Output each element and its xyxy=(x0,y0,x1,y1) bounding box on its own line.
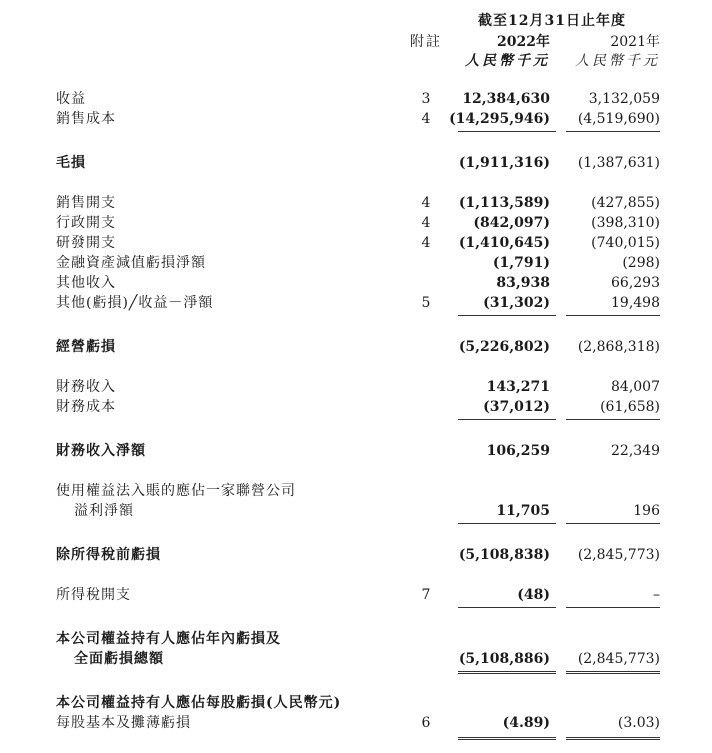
value-2021: 84,007 xyxy=(611,379,660,395)
row-label: 本公司權益持有人應佔年內虧損及 xyxy=(56,631,281,647)
value-2021: 66,293 xyxy=(611,275,660,291)
value-2022: (1,113,589) xyxy=(458,195,550,211)
row-label: 財務成本 xyxy=(56,399,116,415)
value-2022: (48) xyxy=(517,587,550,603)
row-loss-per-share-heading xyxy=(0,693,712,713)
value-2022: (4.89) xyxy=(502,715,550,731)
row-cost-of-sales xyxy=(0,109,712,129)
subtotal-rule xyxy=(458,523,556,524)
value-2022: 83,938 xyxy=(496,275,550,291)
total-double-rule xyxy=(458,671,556,674)
row-net-finance-income xyxy=(0,441,712,461)
row-label: 銷售開支 xyxy=(56,195,116,211)
value-2021: (1,387,631) xyxy=(577,155,660,171)
row-note: 4 xyxy=(421,215,431,231)
row-finance-costs xyxy=(0,397,712,417)
value-2022: (37,012) xyxy=(483,399,550,415)
row-label: 除所得稅前虧損 xyxy=(56,547,161,563)
value-2021: (61,658) xyxy=(600,399,660,415)
row-rd-expenses xyxy=(0,233,712,253)
row-label: 本公司權益持有人應佔每股虧損(人民幣元) xyxy=(56,695,342,711)
row-basic-diluted-loss-per-share xyxy=(0,713,712,733)
row-label: 其他(虧損)╱收益－淨額 xyxy=(56,295,214,311)
row-selling-expenses xyxy=(0,193,712,213)
row-label: 金融資產減值虧損淨額 xyxy=(56,255,206,271)
value-2021: 3,132,059 xyxy=(588,91,660,107)
row-note: 5 xyxy=(421,295,431,311)
subtotal-rule xyxy=(566,131,660,132)
value-2021: (298) xyxy=(622,255,660,271)
value-2022: 143,271 xyxy=(486,379,550,395)
total-double-rule xyxy=(566,671,660,674)
total-double-rule xyxy=(566,737,660,740)
subtotal-rule xyxy=(458,131,556,132)
value-2022: (1,791) xyxy=(492,255,550,271)
subtotal-rule xyxy=(458,607,556,608)
value-2022: 12,384,630 xyxy=(462,91,550,107)
row-label: 每股基本及攤薄虧損 xyxy=(56,715,191,731)
row-label: 使用權益法入賬的應佔一家聯營公司 xyxy=(56,483,296,499)
row-share-of-associate xyxy=(0,481,712,501)
row-share-of-associate-cont xyxy=(0,501,712,521)
subtotal-rule xyxy=(566,607,660,608)
value-2021: – xyxy=(653,587,660,603)
subtotal-rule xyxy=(566,315,660,316)
row-revenue xyxy=(0,89,712,109)
value-2021: (2,868,318) xyxy=(577,339,660,355)
value-2022: (14,295,946) xyxy=(449,111,550,127)
row-total-comprehensive-loss-cont xyxy=(0,649,712,669)
row-other-income xyxy=(0,273,712,293)
unit-prior-header: 人民幣千元 xyxy=(575,53,660,69)
value-2021: (4,519,690) xyxy=(577,111,660,127)
row-income-tax xyxy=(0,585,712,605)
row-label-continued: 全面虧損總額 xyxy=(74,651,164,667)
year-current-header: 2022年 xyxy=(497,34,550,50)
value-2021: (2,845,773) xyxy=(577,547,660,563)
value-2021: 196 xyxy=(633,503,660,519)
row-label: 毛損 xyxy=(56,155,86,171)
subtotal-rule xyxy=(566,523,660,524)
value-2021: (427,855) xyxy=(591,195,660,211)
unit-current-header: 人民幣千元 xyxy=(465,53,550,69)
row-note: 3 xyxy=(421,91,431,107)
value-2022: (1,410,645) xyxy=(458,235,550,251)
row-label: 經營虧損 xyxy=(56,339,116,355)
subtotal-rule xyxy=(566,419,660,420)
row-label: 財務收入淨額 xyxy=(56,443,146,459)
period-header: 截至12月31日止年度 xyxy=(478,13,626,29)
value-2022: 106,259 xyxy=(486,443,550,459)
value-2021: 19,498 xyxy=(611,295,660,311)
value-2021: (398,310) xyxy=(591,215,660,231)
value-2021: (2,845,773) xyxy=(577,651,660,667)
value-2021: (3.03) xyxy=(617,715,660,731)
value-2022: (1,911,316) xyxy=(458,155,550,171)
row-label: 其他收入 xyxy=(56,275,116,291)
row-note: 4 xyxy=(421,195,431,211)
row-admin-expenses xyxy=(0,213,712,233)
year-prior-header: 2021年 xyxy=(610,34,660,50)
subtotal-rule xyxy=(458,419,556,420)
row-note: 6 xyxy=(421,715,431,731)
total-double-rule xyxy=(458,737,556,740)
row-loss-before-tax xyxy=(0,545,712,565)
row-total-comprehensive-loss xyxy=(0,629,712,649)
row-note: 7 xyxy=(421,587,431,603)
value-2022: (5,226,802) xyxy=(458,339,550,355)
row-label: 研發開支 xyxy=(56,235,116,251)
value-2022: 11,705 xyxy=(496,503,550,519)
row-note: 4 xyxy=(421,235,431,251)
row-note: 4 xyxy=(421,111,431,127)
value-2022: (31,302) xyxy=(483,295,550,311)
row-other-losses-gains xyxy=(0,293,712,313)
row-finance-income xyxy=(0,377,712,397)
value-2022: (842,097) xyxy=(473,215,550,231)
value-2021: 22,349 xyxy=(611,443,660,459)
row-gross-loss xyxy=(0,153,712,173)
row-label: 銷售成本 xyxy=(56,111,116,127)
row-operating-loss xyxy=(0,337,712,357)
note-column-header: 附註 xyxy=(410,34,442,50)
value-2021: (740,015) xyxy=(591,235,660,251)
row-label: 財務收入 xyxy=(56,379,116,395)
row-label: 收益 xyxy=(56,91,86,107)
subtotal-rule xyxy=(458,315,556,316)
value-2022: (5,108,886) xyxy=(458,651,550,667)
value-2022: (5,108,838) xyxy=(458,547,550,563)
row-label-continued: 溢利淨額 xyxy=(74,503,134,519)
row-label: 所得稅開支 xyxy=(56,587,131,603)
row-label: 行政開支 xyxy=(56,215,116,231)
row-impairment-losses xyxy=(0,253,712,273)
